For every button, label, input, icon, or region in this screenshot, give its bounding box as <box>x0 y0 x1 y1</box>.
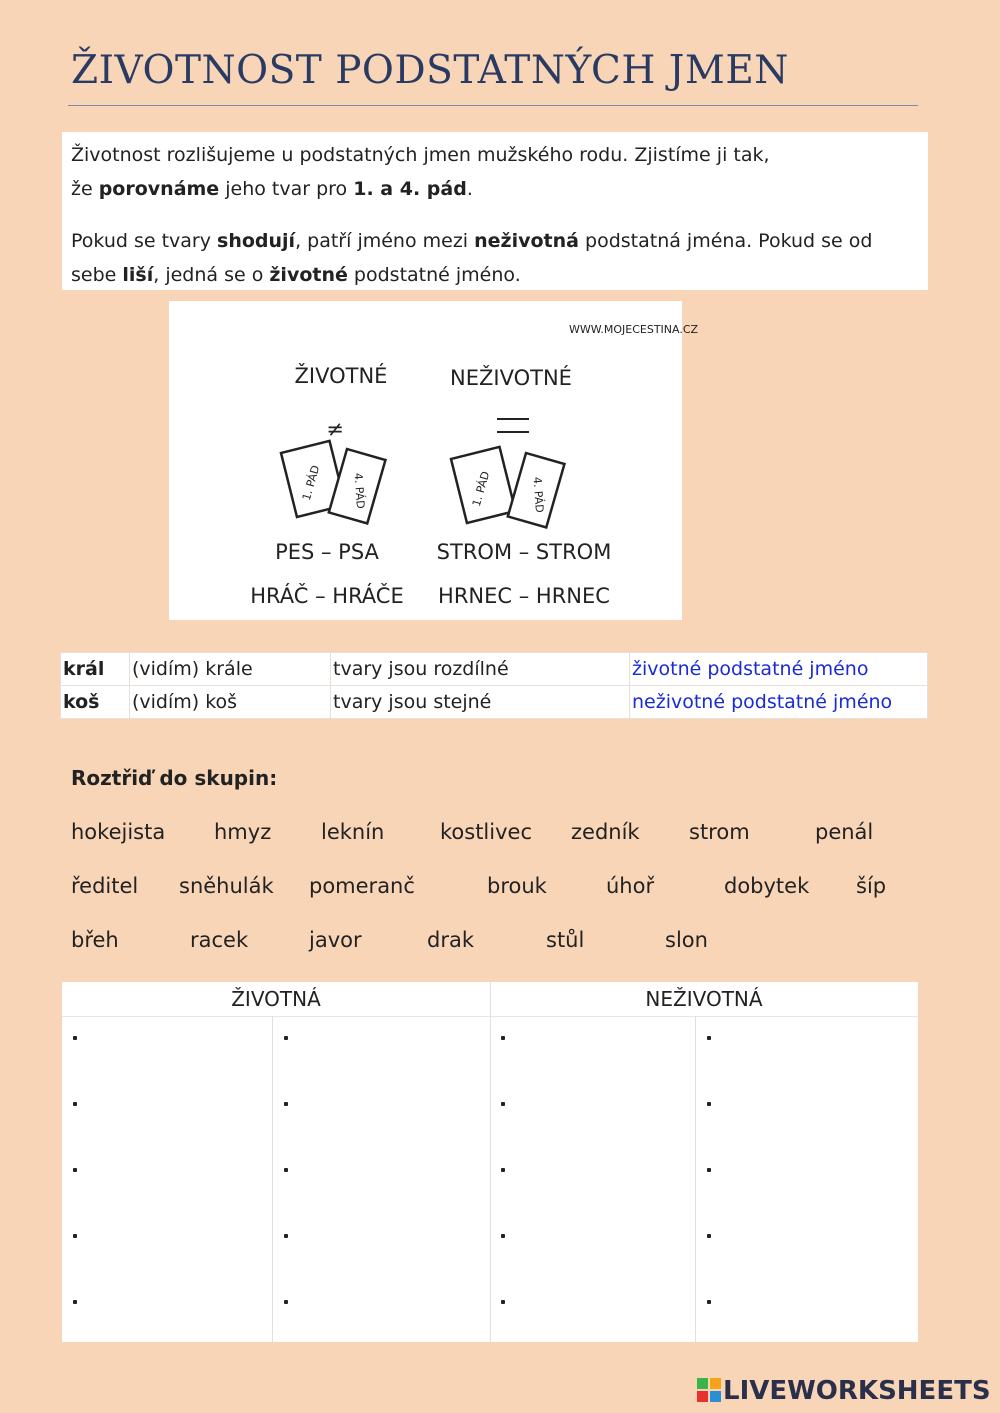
example-form: (vidím) krále <box>130 653 331 686</box>
answer-slot[interactable] <box>501 1102 505 1106</box>
liveworksheets-logo <box>697 1376 991 1412</box>
answer-slot[interactable] <box>501 1168 505 1172</box>
example-result: neživotné podstatné jméno <box>630 686 928 719</box>
answer-slot[interactable] <box>284 1036 288 1040</box>
example-word: král <box>61 653 130 686</box>
word-item[interactable]: šíp <box>856 874 887 898</box>
column-divider <box>695 1016 696 1342</box>
word-item[interactable]: leknín <box>321 820 385 844</box>
liveworksheets-logo-text: LIVEWORKSHEETS <box>723 1376 991 1406</box>
svg-text:1. PÁD: 1. PÁD <box>299 463 323 502</box>
sort-table <box>62 982 918 1342</box>
answer-slot[interactable] <box>73 1102 77 1106</box>
word-item[interactable]: brouk <box>487 874 547 898</box>
illustration <box>169 301 699 620</box>
case-card-4-icon <box>329 449 386 523</box>
not-equal-icon: ≠ <box>326 417 344 441</box>
word-item[interactable]: zedník <box>571 820 640 844</box>
word-item[interactable]: slon <box>665 928 708 952</box>
illustration-svg <box>169 301 699 620</box>
word-item[interactable]: dobytek <box>724 874 810 898</box>
word-item[interactable]: úhoř <box>606 874 655 898</box>
svg-text:4. PÁD: 4. PÁD <box>351 472 367 510</box>
word-item[interactable]: hokejista <box>71 820 166 844</box>
case-card-4-icon <box>508 453 565 527</box>
word-item[interactable]: břeh <box>71 928 119 952</box>
answer-slot[interactable] <box>707 1168 711 1172</box>
page-title: ŽIVOTNOST PODSTATNÝCH JMEN <box>71 48 789 93</box>
word-item[interactable]: javor <box>309 928 362 952</box>
svg-text:4. PÁD: 4. PÁD <box>530 476 546 514</box>
answer-slot[interactable] <box>73 1168 77 1172</box>
answer-slot[interactable] <box>73 1300 77 1304</box>
task-title: Roztřiď do skupin: <box>71 766 278 790</box>
answer-slot[interactable] <box>501 1234 505 1238</box>
animate-heading: ŽIVOTNÉ <box>294 364 388 388</box>
case-card-1-icon <box>451 447 515 523</box>
animate-example-2: HRÁČ – HRÁČE <box>250 584 404 608</box>
answer-slot[interactable] <box>707 1234 711 1238</box>
answer-slot[interactable] <box>284 1168 288 1172</box>
liveworksheets-badge-icon <box>697 1378 721 1402</box>
word-item[interactable]: penál <box>815 820 874 844</box>
intro-paragraph-2: Pokud se tvary shodují, patří jméno mezi neživotná podstatná jména. Pokud se od sebe liší, jedná se o životné podstatné jméno. <box>71 230 873 286</box>
answer-slot[interactable] <box>707 1300 711 1304</box>
answer-slot[interactable] <box>707 1036 711 1040</box>
word-item[interactable]: sněhulák <box>179 874 274 898</box>
word-item[interactable]: pomeranč <box>309 874 415 898</box>
example-note: tvary jsou stejné <box>331 686 630 719</box>
examples-table <box>60 652 928 719</box>
word-item[interactable]: ředitel <box>71 874 139 898</box>
answer-slot[interactable] <box>73 1036 77 1040</box>
answer-slot[interactable] <box>707 1102 711 1106</box>
table-row <box>61 686 928 719</box>
answer-slot[interactable] <box>501 1036 505 1040</box>
word-item[interactable]: kostlivec <box>440 820 532 844</box>
example-note: tvary jsou rozdílné <box>331 653 630 686</box>
equals-icon <box>497 419 529 432</box>
example-result: životné podstatné jméno <box>630 653 928 686</box>
inanimate-example-1: STROM – STROM <box>436 540 612 564</box>
title-divider <box>68 105 918 106</box>
animate-column-header: ŽIVOTNÁ <box>62 982 490 1017</box>
answer-slot[interactable] <box>284 1102 288 1106</box>
answer-slot[interactable] <box>73 1234 77 1238</box>
column-divider <box>272 1016 273 1342</box>
word-item[interactable]: strom <box>689 820 750 844</box>
website-label: WWW.MOJECESTINA.CZ <box>569 323 699 336</box>
example-form: (vidím) koš <box>130 686 331 719</box>
svg-text:1. PÁD: 1. PÁD <box>469 469 493 508</box>
word-item[interactable]: hmyz <box>214 820 272 844</box>
word-item[interactable]: drak <box>427 928 474 952</box>
inanimate-column-header: NEŽIVOTNÁ <box>490 982 918 1017</box>
answer-slot[interactable] <box>284 1234 288 1238</box>
example-word: koš <box>61 686 130 719</box>
word-item[interactable]: racek <box>190 928 249 952</box>
inanimate-example-2: HRNEC – HRNEC <box>438 584 610 608</box>
word-item[interactable]: stůl <box>546 928 585 952</box>
intro-paragraph-1: Životnost rozlišujeme u podstatných jmen mužského rodu. Zjistíme ji tak, že porovnáme jeho tvar pro 1. a 4. pád. <box>71 144 770 200</box>
column-divider <box>490 982 491 1342</box>
inanimate-heading: NEŽIVOTNÉ <box>450 366 572 390</box>
answer-slot[interactable] <box>284 1300 288 1304</box>
animate-example-1: PES – PSA <box>275 540 379 564</box>
answer-slot[interactable] <box>501 1300 505 1304</box>
intro-box <box>62 132 928 290</box>
table-row <box>61 653 928 686</box>
